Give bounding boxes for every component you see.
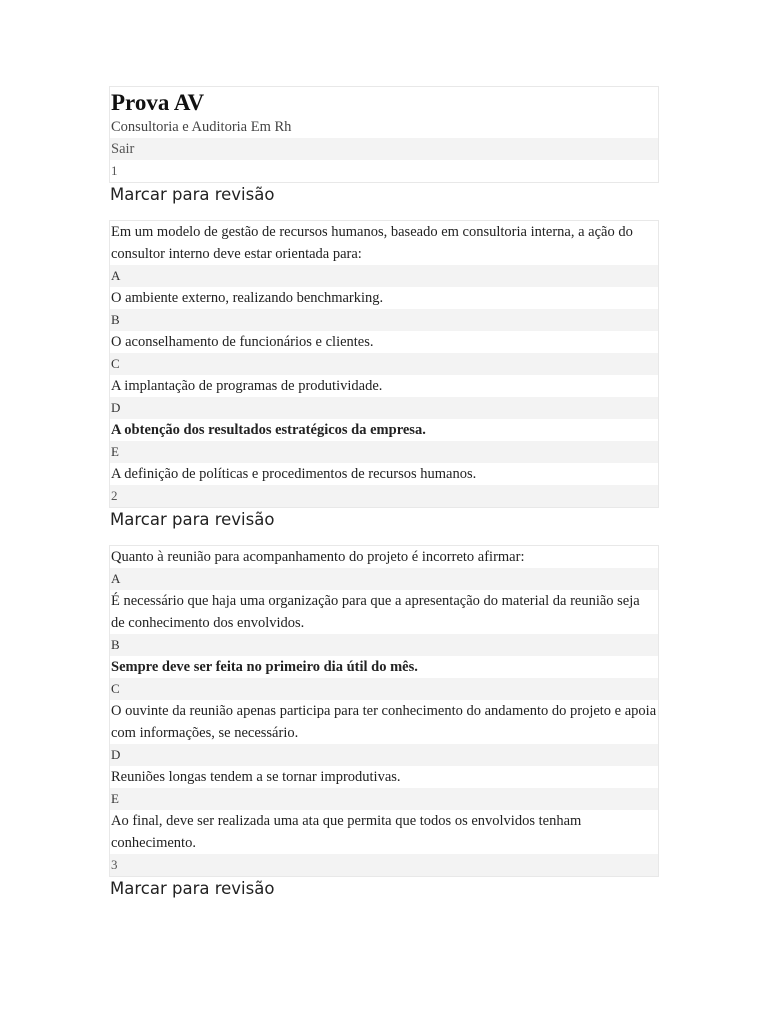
option-text[interactable]: Reuniões longas tendem a se tornar improdutivas. [111,769,401,785]
option-letter[interactable]: B [110,309,658,331]
option-text-selected[interactable]: Sempre deve ser feita no primeiro dia útil do mês. [111,659,418,675]
option-letter[interactable]: B [110,634,658,656]
question-card [109,545,659,877]
exam-header [109,86,659,183]
option-letter[interactable]: D [110,397,658,419]
option-letter[interactable]: A [110,568,658,590]
question-number: 1 [111,163,118,178]
mark-for-review-button[interactable]: Marcar para revisão [110,879,275,898]
question-number: 3 [110,854,658,876]
option-letter[interactable]: C [110,678,658,700]
option-letter[interactable]: E [110,788,658,810]
option-text-selected[interactable]: A obtenção dos resultados estratégicos da empresa. [111,422,426,438]
option-text[interactable]: Ao final, deve ser realizada uma ata que permita que todos os envolvidos tenham conhecimento. [111,813,582,851]
option-letter[interactable]: D [110,744,658,766]
question-number: 2 [110,485,658,507]
option-text[interactable]: O ouvinte da reunião apenas participa para ter conhecimento do andamento do projeto e apoia com informações, se necessário. [111,703,657,741]
course-name: Consultoria e Auditoria Em Rh [111,119,292,135]
option-letter[interactable]: E [110,441,658,463]
option-text[interactable]: É necessário que haja uma organização para que a apresentação do material da reunião seja de conhecimento dos envolvidos. [111,593,640,631]
question-stem: Quanto à reunião para acompanhamento do projeto é incorreto afirmar: [111,549,525,565]
mark-for-review-button[interactable]: Marcar para revisão [110,185,275,204]
option-text[interactable]: A definição de políticas e procedimentos de recursos humanos. [111,466,477,482]
option-letter[interactable]: A [110,265,658,287]
page-title: Prova AV [111,90,205,115]
option-text[interactable]: O ambiente externo, realizando benchmarking. [111,290,384,306]
option-text[interactable]: A implantação de programas de produtividade. [111,378,383,394]
question-stem: Em um modelo de gestão de recursos humanos, baseado em consultoria interna, a ação do consultor interno deve estar orientada para: [111,224,633,262]
exit-link[interactable]: Sair [110,138,658,160]
question-card [109,220,659,508]
option-letter[interactable]: C [110,353,658,375]
option-text[interactable]: O aconselhamento de funcionários e clientes. [111,334,374,350]
mark-for-review-button[interactable]: Marcar para revisão [110,510,275,529]
exam-page [109,86,659,901]
